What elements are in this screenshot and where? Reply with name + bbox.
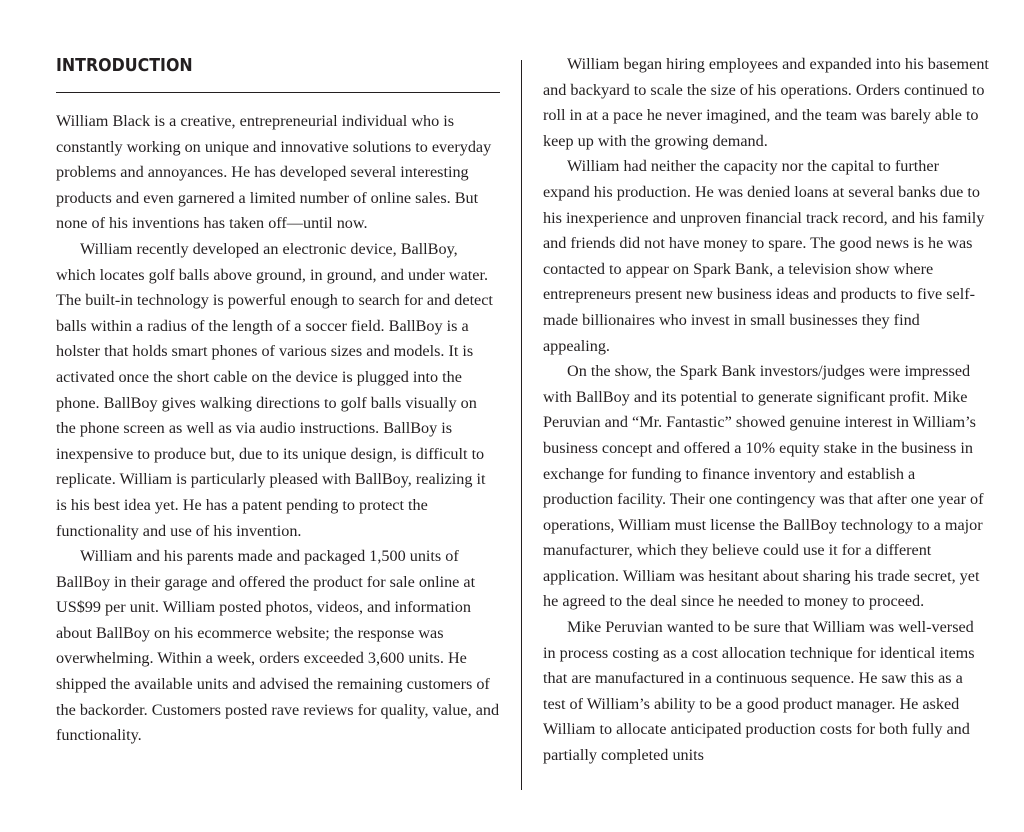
paragraph-5: William had neither the capacity nor the capital to further expand his production. He was denied loans at several banks due to his inexperience and unproven financial track record, and his family and friends did not have money to spare. The good news is he was contacted to appear on Spark Bank, a television show where entrepreneurs present new business ideas and products to five self-made billionaires who invest in small businesses they find appealing. [543, 157, 985, 355]
paragraph-4: William began hiring employees and expanded into his basement and backyard to scale the size of his operations. Orders continued to roll in at a pace he never imagined, and the team was barely able to keep up with the growing demand. [543, 55, 989, 150]
left-column [56, 52, 500, 749]
section-heading-block [56, 52, 500, 93]
paragraph-6: On the show, the Spark Bank investors/judges were impressed with BallBoy and its potential to generate significant profit. Mike Peruvian and “Mr. Fantastic” showed genuine interest in William’s business concept and offered a 10% equity stake in the business in exchange for funding to finance inventory and establish a production facility. Their one contingency was that after one year of operations, William must license the BallBoy technology to a major manufacturer, which they believe could use it for a different application. William was hesitant about sharing his trade secret, yet he agreed to the deal since he needed to money to proceed. [543, 362, 984, 611]
section-heading: INTRODUCTION [56, 55, 193, 76]
heading-rule [56, 92, 500, 93]
paragraph-7: Mike Peruvian wanted to be sure that William was well-versed in process costing as a cost allocation technique for identical items that are manufactured in a continuous sequence. He saw this as a test of William’s ability to be a good product manager. He asked William to allocate anticipated production costs for both fully and partially completed units [543, 618, 975, 765]
paragraph-3: William and his parents made and packaged 1,500 units of BallBoy in their garage and offered the product for sale online at US$99 per unit. William posted photos, videos, and information about BallBoy on his ecommerce website; the response was overwhelming. Within a week, orders exceeded 3,600 units. He shipped the available units and advised the remaining customers of the backorder. Customers posted rave reviews for quality, value, and functionality. [56, 547, 500, 745]
right-column [543, 52, 989, 769]
paragraph-2: William recently developed an electronic device, BallBoy, which locates golf balls above ground, in ground, and under water. The built-in technology is powerful enough to search for and detect balls within a radius of the length of a soccer field. BallBoy is a holster that holds smart phones of various sizes and models. It is activated once the short cable on the device is plugged into the phone. BallBoy gives walking directions to golf balls visually on the phone screen as well as via audio instructions. BallBoy is inexpensive to produce but, due to its unique design, is difficult to replicate. William is particularly pleased with BallBoy, realizing it is his best idea yet. He has a patent pending to protect the functionality and use of his invention. [56, 239, 493, 540]
paragraph-1: William Black is a creative, entrepreneurial individual who is constantly working on unique and innovative solutions to everyday problems and annoyances. He has developed several interesting products and even garnered a limited number of online sales. But none of his inventions has taken off—until now. [56, 112, 492, 233]
column-divider [521, 60, 522, 790]
